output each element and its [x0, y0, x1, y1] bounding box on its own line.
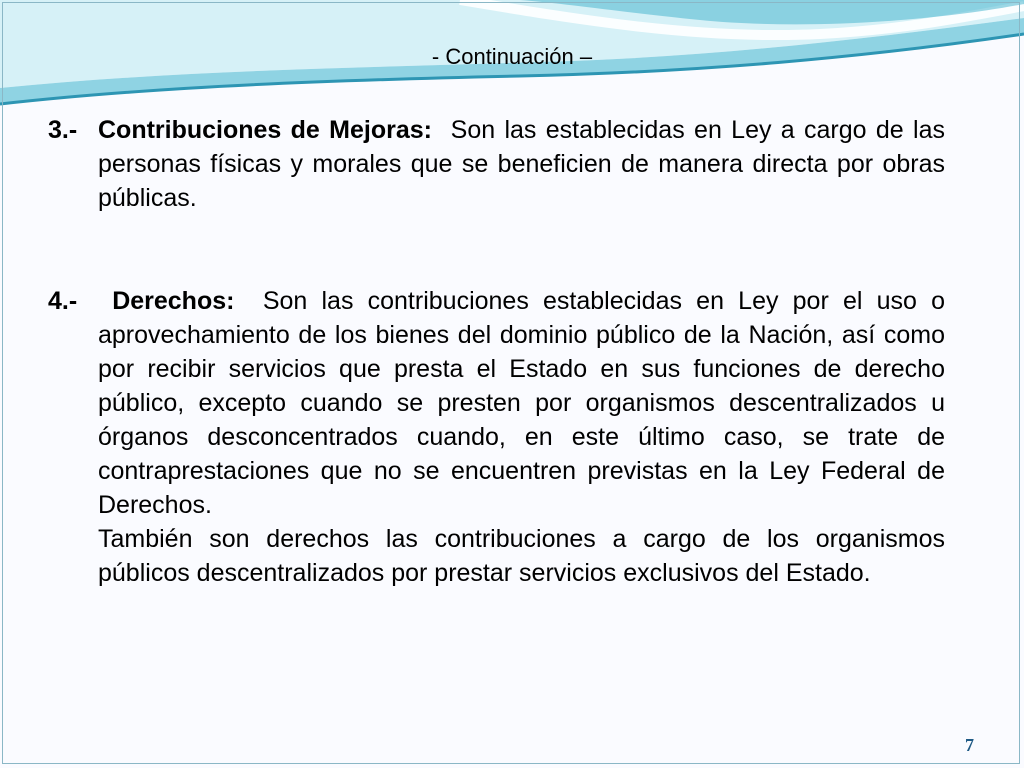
- list-item-contribuciones-mejoras: [48, 113, 945, 215]
- item-body: [98, 284, 945, 590]
- item-text-continued: También son derechos las contribuciones a cargo de los organismos públicos descentralizados por prestar servicios exclusivos del Estado.: [98, 525, 945, 587]
- item-number: 3.-: [48, 116, 78, 144]
- item-text: Son las contribuciones establecidas en Ley por el uso o aprovechamiento de los bienes del dominio público de la Nación, así como por recibir servicios que presta el Estado en sus funciones de derecho público, excepto cuando se presten por organismos descentralizados u órganos desconcentrados cuando, en este último caso, se trate de contraprestaciones que no se encuentren previstas en la Ley Federal de Derechos.: [98, 287, 945, 519]
- list-item-derechos: [48, 284, 945, 590]
- item-text: Son las establecidas en Ley a cargo de las personas físicas y morales que se beneficien de manera directa por obras públicas.: [98, 116, 945, 212]
- item-label: Derechos:: [112, 287, 235, 315]
- item-number: 4.-: [48, 287, 78, 315]
- slide-subtitle: - Continuación –: [431, 44, 593, 69]
- page-number: 7: [965, 735, 974, 755]
- item-body: [98, 113, 945, 215]
- item-label: Contribuciones de Mejoras:: [98, 116, 432, 144]
